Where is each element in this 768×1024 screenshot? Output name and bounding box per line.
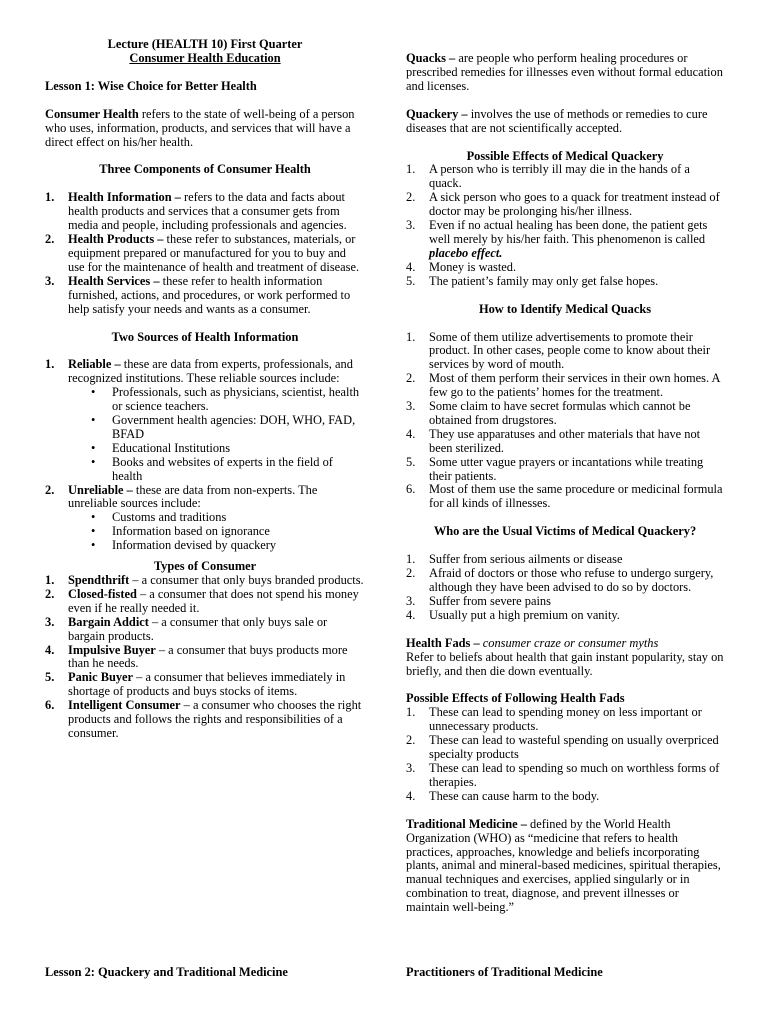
list-item: 1. A person who is terribly ill may die in the hands of a quack.	[406, 162, 690, 191]
bullet-item: • Customs and traditions	[91, 510, 227, 525]
health-fads-description: Refer to beliefs about health that gain instant popularity, stay on briefly, and then die down eventually.	[406, 649, 724, 678]
list-item: 2. Afraid of doctors or those who refuse to undergo surgery, although they have been advised to do so by doctors.	[406, 566, 714, 594]
list-item: 5. Panic Buyer – a consumer that believes immediately in shortage of products and buys stocks of items.	[45, 670, 346, 699]
sources-heading: Two Sources of Health Information	[111, 329, 299, 344]
list-item: 4. Impulsive Buyer – a consumer that buys products more than he needs.	[45, 642, 348, 671]
list-item: 6. Most of them use the same procedure or medicinal formula for all kinds of illnesses.	[406, 482, 723, 511]
list-item: 2. These can lead to wasteful spending on usually overpriced specialty products	[406, 733, 719, 762]
lesson1-heading: Lesson 1: Wise Choice for Better Health	[45, 78, 257, 93]
bullet-item: • Information based on ignorance	[91, 524, 270, 539]
list-item: 2. Unreliable – these are data from non-experts. The unreliable sources include:	[45, 482, 318, 511]
right-column	[406, 38, 724, 915]
components-heading: Three Components of Consumer Health	[99, 162, 311, 177]
list-item: 3. Some claim to have secret formulas which cannot be obtained from drugstores.	[406, 399, 691, 427]
quackery-effects-heading: Possible Effects of Medical Quackery	[466, 148, 664, 163]
fad-effects-heading: Possible Effects of Following Health Fads	[406, 691, 625, 706]
list-item: 4. They use apparatuses and other materials that have not been sterilized.	[406, 426, 701, 455]
list-item: 2. Closed-fisted – a consumer that does not spend his money even if he really needed it.	[45, 586, 359, 615]
list-item: 4. Money is wasted.	[406, 259, 517, 274]
document-title: Lecture (HEALTH 10) First Quarter	[107, 37, 303, 51]
consumer-health-definition: Consumer Health refers to the state of well-being of a person who uses, information, products, and services that will have a direct effect on his/her health.	[45, 106, 355, 149]
list-item: 2. Most of them perform their services in their own homes. A few go to the patients’ homes for the treatment.	[406, 371, 720, 400]
list-item: 3. Health Services – these refer to health information furnished, actions, and procedures, or work performed to help satisfy your needs and wants as a consumer.	[45, 273, 351, 316]
quacks-definition: Quacks – are people who perform healing procedures or prescribed remedies for illnesses even without formal education and licenses.	[406, 51, 723, 93]
list-item: 1. Spendthrift – a consumer that only buys branded products.	[45, 573, 364, 587]
consumer-types-heading: Types of Consumer	[153, 559, 257, 574]
list-item: 4. Usually put a high premium on vanity.	[406, 607, 620, 622]
document-subtitle: Consumer Health Education	[129, 50, 281, 65]
bullet-item: • Information devised by quackery	[91, 538, 277, 553]
victims-heading: Who are the Usual Victims of Medical Quackery?	[433, 524, 697, 539]
traditional-medicine-definition: Traditional Medicine – defined by the World Health Organization (WHO) as “medicine that refers to health practices, approaches, knowledge and beliefs incorporating plants, animal and mineral-based medicines, spiritual therapies, manual techniques and exercises, applied singularly or in combination to treat, diagnose, and prevent illnesses or maintain well-being.”	[406, 816, 721, 915]
bullet-item: • Professionals, such as physicians, scientist, health or science teachers.	[91, 385, 360, 414]
list-item: 3. Even if no actual healing has been done, the patient gets well merely by his/her faith. This phenomenon is called placebo effect.	[406, 218, 708, 260]
list-item: 4. These can cause harm to the body.	[406, 788, 600, 803]
list-item: 1. Some of them utilize advertisements to promote their product. In other cases, people come to know about their services by word of mouth.	[406, 329, 711, 372]
left-column	[45, 38, 365, 741]
list-item: 1. Suffer from serious ailments or disease	[406, 552, 623, 567]
identify-quacks-heading: How to Identify Medical Quacks	[478, 301, 652, 316]
health-fads-definition: Health Fads – consumer craze or consumer myths	[406, 635, 659, 650]
lesson2-heading: Lesson 2: Quackery and Traditional Medicine	[45, 965, 288, 979]
bullet-item: • Books and websites of experts in the field of health	[91, 454, 333, 483]
practitioners-heading: Practitioners of Traditional Medicine	[406, 965, 603, 979]
list-item: 6. Intelligent Consumer – a consumer who chooses the right products and follows the rights and responsibilities of a consumer.	[45, 698, 362, 740]
bullet-item: • Government health agencies: DOH, WHO, FAD, BFAD	[91, 413, 356, 441]
list-item: 5. The patient’s family may only get false hopes.	[406, 273, 659, 288]
list-item: 1. These can lead to spending money on less important or unnecessary products.	[406, 705, 702, 734]
list-item: 2. A sick person who goes to a quack for treatment instead of doctor may be prolonging his/her illness.	[406, 190, 720, 219]
list-item: 3. Bargain Addict – a consumer that only buys sale or bargain products.	[45, 614, 328, 643]
bullet-item: • Educational Institutions	[91, 440, 231, 455]
list-item: 1. Reliable – these are data from experts, professionals, and recognized institutions. These reliable sources include:	[45, 357, 353, 386]
list-item: 3. Suffer from severe pains	[406, 593, 551, 608]
quackery-definition: Quackery – involves the use of methods or remedies to cure diseases that are not scientifically accepted.	[406, 106, 708, 135]
list-item: 5. Some utter vague prayers or incantations while treating their patients.	[406, 454, 704, 483]
list-item: 3. These can lead to spending so much on worthless forms of therapies.	[406, 760, 720, 789]
list-item: 2. Health Products – these refer to substances, materials, or equipment prepared or manufactured for you to buy and use for the maintenance of health and treatment of disease.	[45, 232, 360, 274]
list-item: 1. Health Information – refers to the data and facts about health products and services that a consumer gets from media and people, including professionals and agencies.	[45, 190, 347, 233]
